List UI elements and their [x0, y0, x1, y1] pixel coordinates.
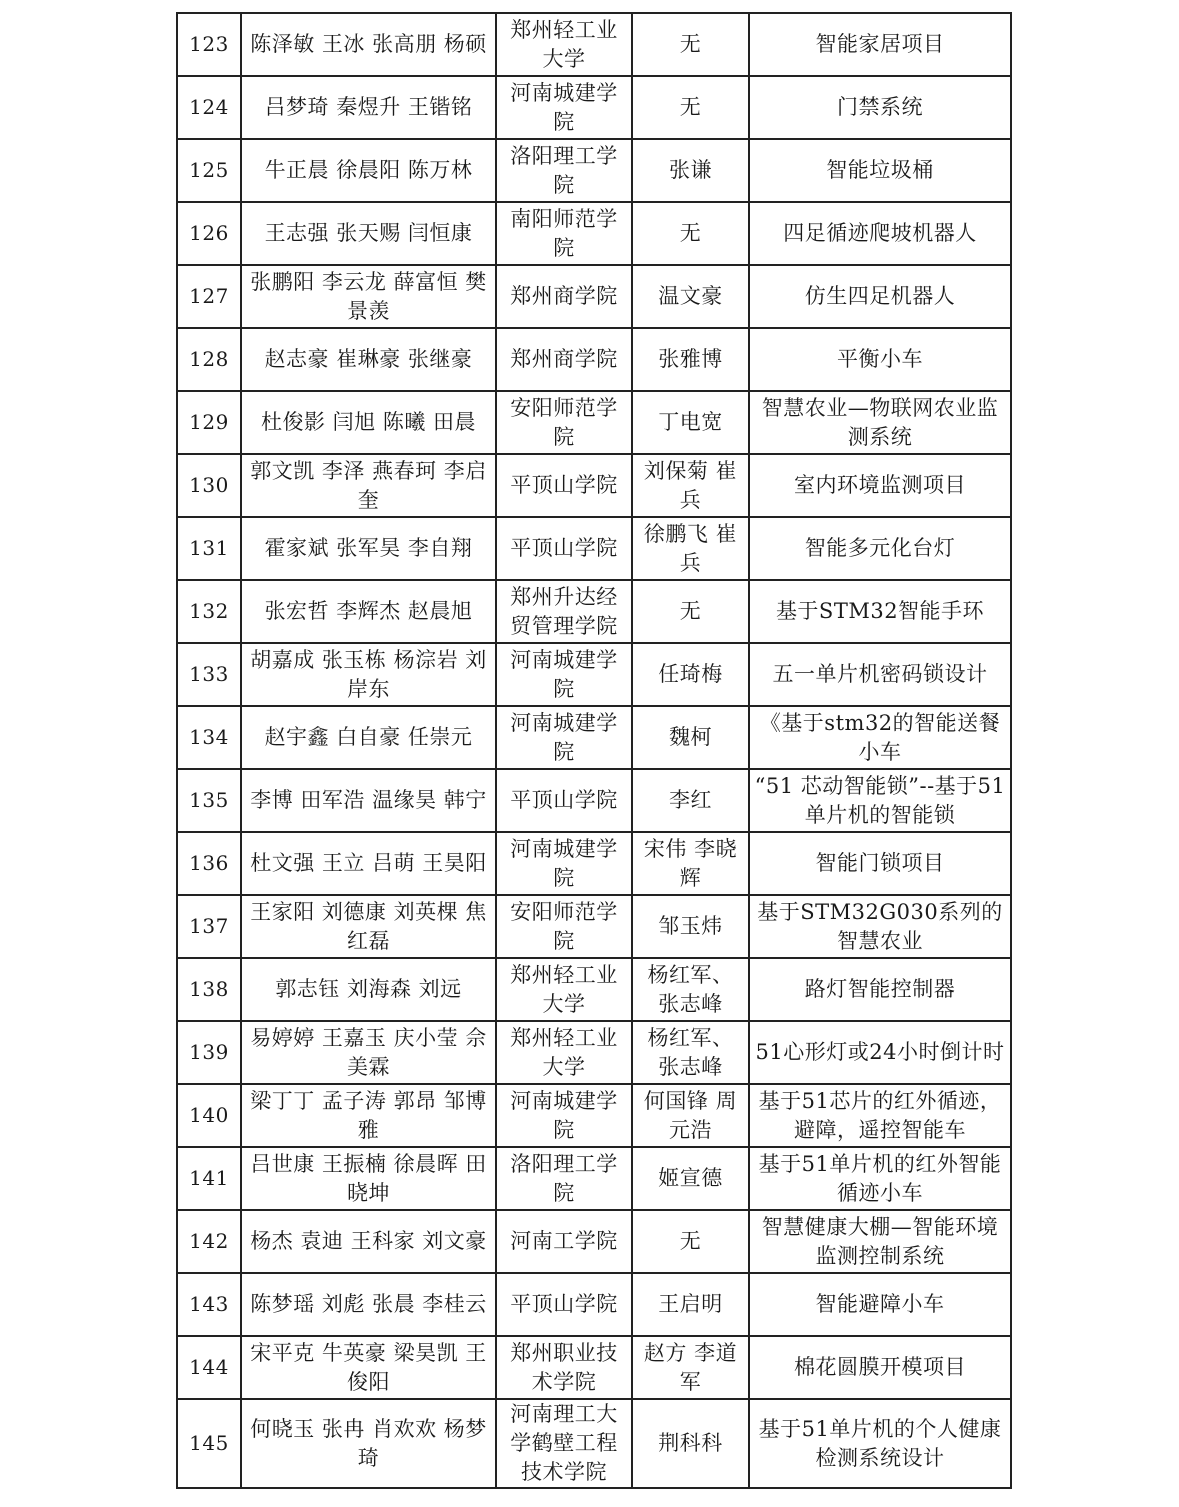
team-number: 138 [177, 958, 241, 1021]
school-name: 郑州商学院 [496, 265, 632, 328]
table-row [177, 1021, 1011, 1084]
team-members: 易婷婷 王嘉玉 庆小莹 佘美霖 [241, 1021, 496, 1084]
table-row [177, 1399, 1011, 1488]
team-number: 137 [177, 895, 241, 958]
project-name: 基于51芯片的红外循迹，避障，遥控智能车 [749, 1084, 1011, 1147]
team-members: 张宏哲 李辉杰 赵晨旭 [241, 580, 496, 643]
table-row [177, 832, 1011, 895]
team-members: 牛正晨 徐晨阳 陈万林 [241, 139, 496, 202]
table-row [177, 202, 1011, 265]
team-members: 赵志豪 崔琳豪 张继豪 [241, 328, 496, 391]
team-number: 127 [177, 265, 241, 328]
table-row [177, 895, 1011, 958]
school-name: 河南城建学院 [496, 1084, 632, 1147]
project-name: 室内环境监测项目 [749, 454, 1011, 517]
award-list-sheet [176, 12, 1010, 1489]
team-members: 王志强 张天赐 闫恒康 [241, 202, 496, 265]
team-members: 吕梦琦 秦煜升 王锴铭 [241, 76, 496, 139]
team-number: 143 [177, 1273, 241, 1336]
advisor-name: 赵方 李道军 [632, 1336, 749, 1399]
advisor-name: 杨红军、张志峰 [632, 958, 749, 1021]
table-row [177, 139, 1011, 202]
team-members: 陈泽敏 王冰 张高朋 杨硕 [241, 13, 496, 76]
team-number: 125 [177, 139, 241, 202]
advisor-name: 无 [632, 1210, 749, 1273]
school-name: 郑州职业技术学院 [496, 1336, 632, 1399]
advisor-name: 杨红军、张志峰 [632, 1021, 749, 1084]
team-members: 杜文强 王立 吕萌 王昊阳 [241, 832, 496, 895]
team-members: 陈梦瑶 刘彪 张晨 李桂云 [241, 1273, 496, 1336]
table-row [177, 517, 1011, 580]
table-row [177, 265, 1011, 328]
advisor-name: 丁电宽 [632, 391, 749, 454]
team-number: 144 [177, 1336, 241, 1399]
advisor-name: 邹玉炜 [632, 895, 749, 958]
team-members: 张鹏阳 李云龙 薛富恒 樊景羡 [241, 265, 496, 328]
table-row [177, 76, 1011, 139]
advisor-name: 宋伟 李晓辉 [632, 832, 749, 895]
table-row [177, 706, 1011, 769]
table-row [177, 328, 1011, 391]
advisor-name: 刘保菊 崔兵 [632, 454, 749, 517]
school-name: 河南工学院 [496, 1210, 632, 1273]
team-number: 132 [177, 580, 241, 643]
team-members: 宋平克 牛英豪 梁昊凯 王俊阳 [241, 1336, 496, 1399]
table-row [177, 391, 1011, 454]
school-name: 郑州轻工业大学 [496, 13, 632, 76]
project-name: 《基于stm32的智能送餐小车 [749, 706, 1011, 769]
school-name: 郑州商学院 [496, 328, 632, 391]
advisor-name: 无 [632, 202, 749, 265]
project-name: 智能门锁项目 [749, 832, 1011, 895]
school-name: 郑州轻工业大学 [496, 958, 632, 1021]
school-name: 郑州轻工业大学 [496, 1021, 632, 1084]
project-name: 基于51单片机的个人健康检测系统设计 [749, 1399, 1011, 1488]
team-number: 133 [177, 643, 241, 706]
team-members: 王家阳 刘德康 刘英棵 焦红磊 [241, 895, 496, 958]
advisor-name: 张雅博 [632, 328, 749, 391]
team-members: 李博 田军浩 温缘昊 韩宁 [241, 769, 496, 832]
team-number: 126 [177, 202, 241, 265]
school-name: 平顶山学院 [496, 769, 632, 832]
award-table-body [177, 13, 1011, 1488]
school-name: 洛阳理工学院 [496, 139, 632, 202]
table-row [177, 1147, 1011, 1210]
project-name: 路灯智能控制器 [749, 958, 1011, 1021]
team-number: 145 [177, 1399, 241, 1488]
advisor-name: 无 [632, 580, 749, 643]
project-name: 门禁系统 [749, 76, 1011, 139]
project-name: 仿生四足机器人 [749, 265, 1011, 328]
table-row [177, 643, 1011, 706]
team-members: 何晓玉 张冉 肖欢欢 杨梦琦 [241, 1399, 496, 1488]
project-name: 智能垃圾桶 [749, 139, 1011, 202]
advisor-name: 魏柯 [632, 706, 749, 769]
advisor-name: 姬宣德 [632, 1147, 749, 1210]
school-name: 河南城建学院 [496, 76, 632, 139]
project-name: 基于STM32智能手环 [749, 580, 1011, 643]
school-name: 河南城建学院 [496, 643, 632, 706]
advisor-name: 荆科科 [632, 1399, 749, 1488]
table-row [177, 1273, 1011, 1336]
school-name: 河南城建学院 [496, 832, 632, 895]
school-name: 郑州升达经贸管理学院 [496, 580, 632, 643]
project-name: 51心形灯或24小时倒计时 [749, 1021, 1011, 1084]
team-number: 135 [177, 769, 241, 832]
team-members: 赵宇鑫 白自豪 任崇元 [241, 706, 496, 769]
advisor-name: 何国锋 周元浩 [632, 1084, 749, 1147]
advisor-name: 徐鹏飞 崔兵 [632, 517, 749, 580]
school-name: 安阳师范学院 [496, 391, 632, 454]
project-name: 五一单片机密码锁设计 [749, 643, 1011, 706]
project-name: 智能避障小车 [749, 1273, 1011, 1336]
school-name: 平顶山学院 [496, 1273, 632, 1336]
table-row [177, 1336, 1011, 1399]
team-number: 141 [177, 1147, 241, 1210]
advisor-name: 无 [632, 13, 749, 76]
team-members: 霍家斌 张军昊 李自翔 [241, 517, 496, 580]
team-number: 140 [177, 1084, 241, 1147]
team-number: 123 [177, 13, 241, 76]
project-name: 棉花圆膜开模项目 [749, 1336, 1011, 1399]
project-name: “51 芯动智能锁”--基于51单片机的智能锁 [749, 769, 1011, 832]
team-members: 杨杰 袁迪 王科家 刘文豪 [241, 1210, 496, 1273]
project-name: 智能多元化台灯 [749, 517, 1011, 580]
team-members: 郭文凯 李泽 燕春珂 李启奎 [241, 454, 496, 517]
team-number: 131 [177, 517, 241, 580]
team-number: 129 [177, 391, 241, 454]
team-members: 梁丁丁 孟子涛 郭昂 邹博雅 [241, 1084, 496, 1147]
project-name: 智慧健康大棚—智能环境监测控制系统 [749, 1210, 1011, 1273]
table-row [177, 958, 1011, 1021]
advisor-name: 温文豪 [632, 265, 749, 328]
advisor-name: 王启明 [632, 1273, 749, 1336]
table-row [177, 1210, 1011, 1273]
team-number: 136 [177, 832, 241, 895]
team-number: 128 [177, 328, 241, 391]
advisor-name: 李红 [632, 769, 749, 832]
school-name: 南阳师范学院 [496, 202, 632, 265]
project-name: 基于51单片机的红外智能循迹小车 [749, 1147, 1011, 1210]
school-name: 洛阳理工学院 [496, 1147, 632, 1210]
team-members: 郭志钰 刘海森 刘远 [241, 958, 496, 1021]
table-row [177, 769, 1011, 832]
project-name: 四足循迹爬坡机器人 [749, 202, 1011, 265]
team-members: 杜俊影 闫旭 陈曦 田晨 [241, 391, 496, 454]
award-table [176, 12, 1012, 1489]
school-name: 河南理工大学鹤壁工程技术学院 [496, 1399, 632, 1488]
project-name: 智能家居项目 [749, 13, 1011, 76]
team-number: 139 [177, 1021, 241, 1084]
team-number: 134 [177, 706, 241, 769]
project-name: 智慧农业—物联网农业监测系统 [749, 391, 1011, 454]
team-number: 130 [177, 454, 241, 517]
school-name: 安阳师范学院 [496, 895, 632, 958]
project-name: 平衡小车 [749, 328, 1011, 391]
table-row [177, 1084, 1011, 1147]
advisor-name: 无 [632, 76, 749, 139]
team-number: 124 [177, 76, 241, 139]
team-members: 吕世康 王振楠 徐晨晖 田晓坤 [241, 1147, 496, 1210]
team-number: 142 [177, 1210, 241, 1273]
advisor-name: 任琦梅 [632, 643, 749, 706]
school-name: 平顶山学院 [496, 517, 632, 580]
table-row [177, 454, 1011, 517]
team-members: 胡嘉成 张玉栋 杨淙岩 刘岸东 [241, 643, 496, 706]
project-name: 基于STM32G030系列的智慧农业 [749, 895, 1011, 958]
advisor-name: 张谦 [632, 139, 749, 202]
school-name: 平顶山学院 [496, 454, 632, 517]
table-row [177, 13, 1011, 76]
school-name: 河南城建学院 [496, 706, 632, 769]
table-row [177, 580, 1011, 643]
